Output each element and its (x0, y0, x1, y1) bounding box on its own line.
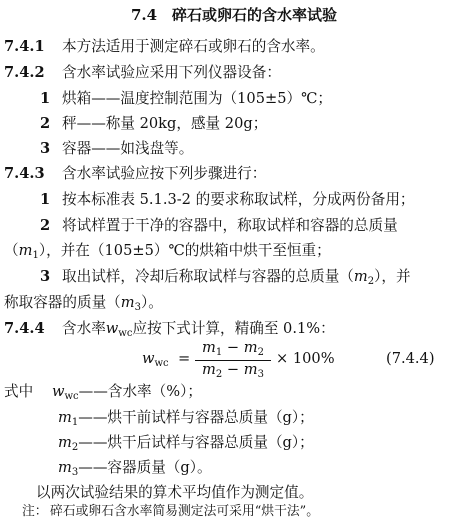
clause-text: 本方法适用于测定碎石或卵石的含水率。 (62, 38, 325, 55)
step-text: 将试样置于干净的容器中，称取试样和容器的总质量 (62, 217, 398, 234)
step-number: 2 (40, 217, 51, 234)
item-number: 2 (40, 115, 51, 132)
item-number: 1 (40, 90, 51, 107)
item-text: 容器——如浅盘等。 (62, 140, 194, 157)
step-text: 按本标准表 5.1.3-2 的要求称取试样，分成两份备用； (62, 191, 415, 208)
clause-number: 7.4.3 (4, 165, 45, 182)
step-number: 1 (40, 191, 51, 208)
definitions-prefix: 式中 (4, 383, 34, 400)
document-page: 7.4 碎石或卵石的含水率试验 7.4.1 本方法适用于测定碎石或卵石的含水率。 7.4.2 含水率试验应采用下列仪器设备： 1 烘箱——温度控制范围为（105±5）℃； 2 秤——称量 20kg，感量 20g； 3 容器——如浅盘等。 7.4.3 含水率试验应按下列步骤进行： 1 按本标准表 5.1.3-2 的要求称取试样，分成两份备用； 2 将试样置于干净的容器中，称取试样和容器的总质量 $(m_1)$，并在（105±5）℃的烘箱中烘干至恒重； 3 取出试样，冷却后称取试样与容器的总质量$(m_2)$，并 称取容器的质量$(m_3)$。 7.4.4 含水率$w_{wc}$应按下式计算，精确至 0.1%： $w_{wc}$ = $m_1 - m_2$ $m_2 - m_3$ × 100% (7.4.4) 式中 $w_{wc}——$含水率（%）； $m_1——$烘干前试样与容器总质量（g）； $m_2——$烘干后试样与容器总质量（g）； $m_3——$容器质量（g）。 以两次试验结果的算术平均值作为测定值。 注： 碎石或卵石含水率简易测定法可采用“烘干法”。 (0, 0, 468, 523)
note-label: 注： (22, 504, 48, 519)
equation-number: (7.4.4) (386, 350, 435, 367)
clause-text: 含水率试验应采用下列仪器设备： (62, 64, 281, 81)
step-number: 3 (40, 268, 51, 285)
note-text: 碎石或卵石含水率简易测定法可采用“烘干法”。 (50, 504, 320, 519)
item-text: 烘箱——温度控制范围为（105±5）℃； (62, 90, 333, 107)
clause-number: 7.4.4 (4, 320, 45, 337)
formula-denominator: $m_2 - m_3$ (202, 361, 264, 380)
clause-number: 7.4.2 (4, 64, 45, 81)
section-title-text: 碎石或卵石的含水率试验 (172, 6, 338, 24)
formula-numerator: $m_1 - m_2$ (202, 339, 264, 358)
clause-text: 含水率试验应按下列步骤进行： (62, 165, 267, 182)
item-text: 秤——称量 20kg，感量 20g； (62, 115, 268, 132)
item-number: 3 (40, 140, 51, 157)
section-title (0, 4, 468, 26)
section-number: 7.4 (130, 6, 158, 24)
formula: $w_{wc}$ = $m_1 - m_2$ $m_2 - m_3$ × 100% (7.4.4) (142, 339, 435, 380)
clause-text: 含水率$w_{wc}$应按下式计算，精确至 0.1%： (62, 320, 335, 339)
clause-number: 7.4.1 (4, 38, 45, 55)
